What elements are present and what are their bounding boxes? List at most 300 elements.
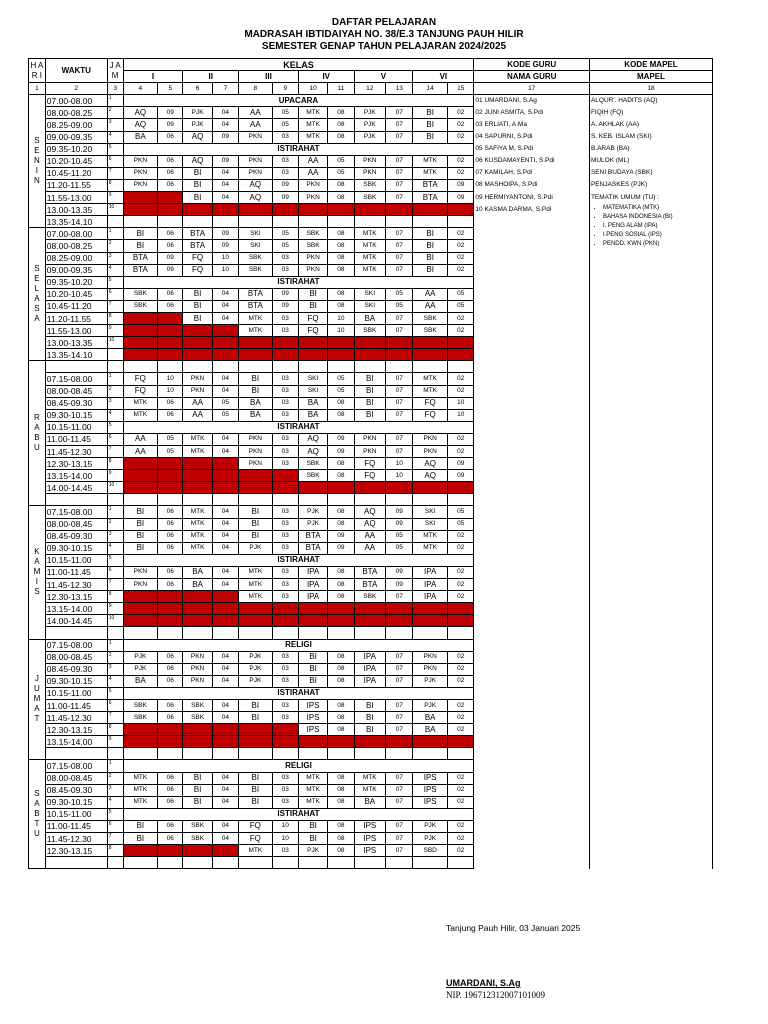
blocked-slot xyxy=(212,337,238,349)
kode-mapel-header: KODE MAPEL xyxy=(589,59,712,71)
class-cell: 05 xyxy=(272,119,298,131)
time-slot: 09.30-10.15 xyxy=(45,409,107,421)
class-cell xyxy=(183,494,212,506)
blocked-slot xyxy=(272,204,298,216)
time-slot xyxy=(45,748,107,760)
class-cell: 08 xyxy=(328,131,354,143)
class-cell: 08 xyxy=(328,651,354,663)
class-cell: PJK xyxy=(298,518,327,530)
class-cell: 07 xyxy=(386,264,413,276)
class-cell: AA xyxy=(239,119,273,131)
class-cell: 08 xyxy=(328,796,354,808)
teacher-entry xyxy=(474,579,590,591)
class-cell: PJK xyxy=(239,542,273,554)
class-cell: 02 xyxy=(448,845,474,857)
blocked-slot xyxy=(298,349,327,361)
time-slot: 11.55-13.00 xyxy=(45,192,107,204)
class-cell xyxy=(272,494,298,506)
class-cell: PKN xyxy=(123,167,158,179)
blocked-slot xyxy=(183,458,212,470)
class-cell: AQ xyxy=(239,192,273,204)
blocked-slot xyxy=(386,337,413,349)
blocked-slot xyxy=(123,845,158,857)
class-cell: MTK xyxy=(183,446,212,458)
class-cell xyxy=(239,361,273,373)
class-cell: MTK xyxy=(354,240,386,252)
teacher-entry xyxy=(474,240,590,252)
class-cell: AQ xyxy=(298,433,327,445)
subject-entry xyxy=(589,760,712,772)
subject-entry xyxy=(589,264,712,276)
blocked-slot xyxy=(212,458,238,470)
time-slot: 09.30-10.15 xyxy=(45,796,107,808)
class-cell: MTK xyxy=(354,784,386,796)
class-cell: BI xyxy=(413,240,448,252)
class-cell: PJK xyxy=(413,820,448,832)
class-cell: BI xyxy=(183,796,212,808)
class-cell: IPA xyxy=(354,651,386,663)
blocked-slot xyxy=(386,349,413,361)
class-cell: SBK xyxy=(123,699,158,711)
class-cell: PJK xyxy=(239,651,273,663)
class-cell: 04 xyxy=(212,167,238,179)
class-cell: 02 xyxy=(448,433,474,445)
teacher-entry xyxy=(474,325,590,337)
class-cell: FQ xyxy=(183,264,212,276)
time-slot: 11.20-11.55 xyxy=(45,312,107,324)
class-cell: SBK xyxy=(413,312,448,324)
class-cell: SBK xyxy=(183,699,212,711)
class-cell xyxy=(413,627,448,639)
lesson-number: 1 xyxy=(107,760,123,772)
class-cell: PKN xyxy=(123,566,158,578)
class-cell: 06 xyxy=(158,566,183,578)
schedule-row xyxy=(29,119,713,131)
class-cell: PKN xyxy=(298,192,327,204)
day-name: K A M I S xyxy=(29,506,46,639)
subject-entry xyxy=(589,663,712,675)
class-cell: 02 xyxy=(448,446,474,458)
teacher-entry xyxy=(474,554,590,566)
class-cell: 09 xyxy=(386,506,413,518)
class-cell: 08 xyxy=(328,119,354,131)
class-cell: BTA xyxy=(239,288,273,300)
subject-entry xyxy=(589,808,712,820)
teacher-entry xyxy=(474,663,590,675)
lesson-number: 2 xyxy=(107,651,123,663)
class-cell: BI xyxy=(123,506,158,518)
class-cell: IPS xyxy=(354,820,386,832)
teacher-entry xyxy=(474,470,590,482)
lesson-number: 4 xyxy=(107,264,123,276)
class-cell: BI xyxy=(298,820,327,832)
class-cell: BI xyxy=(183,312,212,324)
subject-entry xyxy=(589,687,712,699)
waktu-header: WAKTU xyxy=(45,59,107,83)
teacher-entry: 07 KAMILAH, S.Pdi xyxy=(474,167,590,179)
blocked-slot xyxy=(158,482,183,494)
class-cell: 09 xyxy=(158,119,183,131)
class-cell: SBK xyxy=(123,288,158,300)
class-cell: SKI xyxy=(413,518,448,530)
blocked-slot xyxy=(448,603,474,615)
subject-entry xyxy=(589,857,712,869)
class-cell: BA xyxy=(413,712,448,724)
class-cell: PKN xyxy=(413,433,448,445)
blocked-slot xyxy=(354,349,386,361)
class-cell: 04 xyxy=(212,566,238,578)
blocked-slot xyxy=(158,458,183,470)
tematik-item: • MATEMATIKA (MTK) xyxy=(603,204,711,213)
schedule-row xyxy=(29,192,713,204)
class-cell xyxy=(158,627,183,639)
header-row-2 xyxy=(29,71,713,83)
class-cell: 08 xyxy=(328,784,354,796)
time-slot xyxy=(45,361,107,373)
break-label: ISTIRAHAT xyxy=(123,276,474,288)
schedule-row xyxy=(29,603,713,615)
teacher-entry xyxy=(474,446,590,458)
blocked-slot xyxy=(212,845,238,857)
blocked-slot xyxy=(123,192,158,204)
class-cell: 03 xyxy=(272,530,298,542)
class-cell: BTA xyxy=(183,228,212,240)
teacher-entry xyxy=(474,216,590,228)
class-cell: BI xyxy=(239,530,273,542)
subject-entry xyxy=(589,796,712,808)
class-cell: PKN xyxy=(183,385,212,397)
class-cell: BI xyxy=(298,288,327,300)
class-cell: 05 xyxy=(158,446,183,458)
schedule-row xyxy=(29,687,713,699)
tematik-item: • I.PENG SOSIAL (IPS) xyxy=(603,231,711,240)
blocked-slot xyxy=(239,349,273,361)
time-slot: 09.00-09.35 xyxy=(45,131,107,143)
class-cell: 07 xyxy=(386,107,413,119)
class-cell: BI xyxy=(239,506,273,518)
class-cell xyxy=(413,857,448,869)
teacher-entry: 05 SAFIYA M, S.Pdi xyxy=(474,143,590,155)
class-cell: MTK xyxy=(354,252,386,264)
class-cell xyxy=(328,361,354,373)
class-cell xyxy=(298,857,327,869)
class-cell: 02 xyxy=(448,542,474,554)
class-cell: 04 xyxy=(212,699,238,711)
class-cell xyxy=(328,627,354,639)
class-cell: 10 xyxy=(386,470,413,482)
class-cell: 06 xyxy=(158,409,183,421)
blocked-slot xyxy=(123,349,158,361)
lesson-number: 4 xyxy=(107,409,123,421)
class-cell: BI xyxy=(239,385,273,397)
class-cell: FQ xyxy=(354,470,386,482)
schedule-row xyxy=(29,373,713,385)
break-label: RELIGI xyxy=(123,639,474,651)
class-cell: MTK xyxy=(354,772,386,784)
teacher-entry xyxy=(474,276,590,288)
class-cell: 08 xyxy=(328,833,354,845)
class-cell: 08 xyxy=(328,300,354,312)
class-cell: 02 xyxy=(448,325,474,337)
lesson-number: 9 xyxy=(107,470,123,482)
class-cell: MTK xyxy=(413,167,448,179)
class-cell: BI xyxy=(413,252,448,264)
tematik-item: • PENDD. KWN (PKN) xyxy=(603,240,711,249)
teacher-entry: 02 JUNI ASMITA, S.Pdi xyxy=(474,107,590,119)
blocked-slot xyxy=(212,736,238,748)
blocked-slot xyxy=(413,337,448,349)
blocked-slot xyxy=(158,615,183,627)
class-cell: BA xyxy=(239,397,273,409)
class-cell: 08 xyxy=(328,518,354,530)
subject-entry xyxy=(589,361,712,373)
blocked-slot xyxy=(239,470,273,482)
class-cell: BA xyxy=(239,409,273,421)
class-cell: MTK xyxy=(413,385,448,397)
class-cell: 05 xyxy=(272,228,298,240)
class-cell: IPA xyxy=(298,591,327,603)
class-cell: 03 xyxy=(272,252,298,264)
class-cell xyxy=(239,494,273,506)
class-cell: 04 xyxy=(212,833,238,845)
blocked-slot xyxy=(448,204,474,216)
lesson-number xyxy=(107,857,123,869)
class-cell: MTK xyxy=(123,784,158,796)
class-cell: 08 xyxy=(328,591,354,603)
class-cell: 05 xyxy=(272,107,298,119)
blocked-slot xyxy=(183,337,212,349)
class-cell: 03 xyxy=(272,167,298,179)
class-cell: AQ xyxy=(413,458,448,470)
teacher-entry xyxy=(474,784,590,796)
class-cell: 03 xyxy=(272,373,298,385)
class-cell: 03 xyxy=(272,699,298,711)
time-slot: 08.45-09.30 xyxy=(45,397,107,409)
column-number: 18 xyxy=(589,83,712,95)
class-cell: BI xyxy=(183,784,212,796)
class-cell: IPS xyxy=(413,796,448,808)
lesson-number: 1 xyxy=(107,373,123,385)
class-cell: 03 xyxy=(272,784,298,796)
class-cell xyxy=(448,494,474,506)
time-slot: 08.45-09.30 xyxy=(45,530,107,542)
teacher-entry xyxy=(474,361,590,373)
doc-title: DAFTAR PELAJARAN xyxy=(331,17,437,28)
teacher-entry xyxy=(474,349,590,361)
class-cell xyxy=(354,857,386,869)
class-cell: AA xyxy=(354,542,386,554)
schedule-row xyxy=(29,204,713,216)
class-cell: 10 xyxy=(328,325,354,337)
class-cell: MTK xyxy=(183,530,212,542)
class-cell: 04 xyxy=(212,542,238,554)
class-cell: 09 xyxy=(328,446,354,458)
time-slot: 13.15-14.00 xyxy=(45,470,107,482)
subject-entry xyxy=(589,446,712,458)
time-slot: 11.00-11.45 xyxy=(45,820,107,832)
lesson-number: 5 xyxy=(107,687,123,699)
time-slot: 07.15-08.00 xyxy=(45,373,107,385)
day-name: S E L A S A xyxy=(29,228,46,361)
class-cell: PJK xyxy=(354,131,386,143)
class-cell: 09 xyxy=(158,107,183,119)
time-slot: 14.00-14.45 xyxy=(45,615,107,627)
class-cell: 07 xyxy=(386,845,413,857)
blocked-slot xyxy=(183,736,212,748)
time-slot xyxy=(45,857,107,869)
class-cell: FQ xyxy=(239,833,273,845)
time-slot: 07.15-08.00 xyxy=(45,506,107,518)
class-cell: 08 xyxy=(328,192,354,204)
lesson-number: 5 xyxy=(107,421,123,433)
teacher-entry xyxy=(474,820,590,832)
subject-entry xyxy=(589,421,712,433)
class-cell: 09 xyxy=(448,192,474,204)
break-label: ISTIRAHAT xyxy=(123,554,474,566)
class-cell: BI xyxy=(298,833,327,845)
class-cell: BI xyxy=(413,119,448,131)
class-cell: 07 xyxy=(386,192,413,204)
hari-header: H A R I xyxy=(29,59,46,83)
class-cell: 07 xyxy=(386,397,413,409)
class-cell: 07 xyxy=(386,784,413,796)
class-cell: SBK xyxy=(239,252,273,264)
teacher-entry xyxy=(474,482,590,494)
class-cell: AQ xyxy=(354,506,386,518)
class-cell: BTA xyxy=(123,252,158,264)
class-cell: MTK xyxy=(123,772,158,784)
class-cell: MTK xyxy=(413,155,448,167)
class-cell xyxy=(212,494,238,506)
time-slot: 10.15-11.00 xyxy=(45,554,107,566)
schedule-row xyxy=(29,566,713,578)
subject-entry: B.ARAB (BA) xyxy=(589,143,712,155)
class-cell: BI xyxy=(239,373,273,385)
blocked-slot xyxy=(298,736,327,748)
class-cell: SBK xyxy=(354,591,386,603)
blocked-slot xyxy=(183,591,212,603)
class-cell: 03 xyxy=(272,506,298,518)
time-slot: 11.45-12.30 xyxy=(45,833,107,845)
class-cell: SKI xyxy=(413,506,448,518)
time-slot: 07.00-08.00 xyxy=(45,95,107,107)
class-cell xyxy=(448,627,474,639)
schedule-row xyxy=(29,337,713,349)
class-cell: 03 xyxy=(272,385,298,397)
class-cell: BI xyxy=(298,651,327,663)
class-cell: 10 xyxy=(386,458,413,470)
class-cell: 06 xyxy=(158,542,183,554)
blocked-slot xyxy=(272,470,298,482)
schedule-row xyxy=(29,409,713,421)
class-cell: PKN xyxy=(183,675,212,687)
lesson-number: 1 xyxy=(107,228,123,240)
class-cell: 04 xyxy=(212,446,238,458)
tematik-item: • BAHASA INDONESIA (BI) xyxy=(603,213,711,222)
lesson-number: 7 xyxy=(107,167,123,179)
lesson-number: 10 xyxy=(107,482,123,494)
class-cell xyxy=(448,216,474,228)
class-cell xyxy=(448,361,474,373)
time-slot: 07.15-08.00 xyxy=(45,760,107,772)
class-cell: MTK xyxy=(239,566,273,578)
class-cell: AQ xyxy=(123,107,158,119)
subject-entry xyxy=(589,845,712,857)
class-cell: PKN xyxy=(123,179,158,191)
lesson-number xyxy=(107,494,123,506)
place-date: Tanjung Pauh Hilir, 03 Januari 2025 xyxy=(446,923,581,933)
class-cell: BTA xyxy=(413,179,448,191)
class-cell: MTK xyxy=(183,518,212,530)
class-cell: IPS xyxy=(298,724,327,736)
class-cell: 03 xyxy=(272,518,298,530)
document-header xyxy=(0,17,768,53)
tematik-item: • I. PENG ALAM (IPA) xyxy=(603,222,711,231)
class-cell: PJK xyxy=(413,699,448,711)
lesson-number: 9 xyxy=(107,603,123,615)
class-cell: BA xyxy=(183,579,212,591)
time-slot: 11.00-11.45 xyxy=(45,566,107,578)
class-cell: BTA xyxy=(298,542,327,554)
class-cell: BTA xyxy=(298,530,327,542)
schedule-row xyxy=(29,833,713,845)
class-cell: BI xyxy=(123,542,158,554)
teacher-entry xyxy=(474,675,590,687)
class-cell: BI xyxy=(123,240,158,252)
class-cell: 02 xyxy=(448,131,474,143)
subject-entry: A. AKHLAK (AA) xyxy=(589,119,712,131)
lesson-number: 6 xyxy=(107,566,123,578)
class-cell xyxy=(212,216,238,228)
class-cell: 02 xyxy=(448,119,474,131)
class-cell: 05 xyxy=(328,167,354,179)
schedule-row xyxy=(29,820,713,832)
class-cell: 09 xyxy=(386,566,413,578)
class-cell: SBK xyxy=(354,325,386,337)
class-cell: 08 xyxy=(328,506,354,518)
class-cell: 04 xyxy=(212,518,238,530)
class-cell: 07 xyxy=(386,155,413,167)
class-cell: 02 xyxy=(448,312,474,324)
class-cell: AA xyxy=(298,155,327,167)
class-cell: FQ xyxy=(298,312,327,324)
subject-entry: ALQUR'. HADITS (AQ) xyxy=(589,95,712,107)
class-cell: 03 xyxy=(272,675,298,687)
class-cell: BA xyxy=(298,397,327,409)
class-cell: 03 xyxy=(272,579,298,591)
schedule-row xyxy=(29,325,713,337)
teacher-entry: 09 HERMIYANTONI, S.Pdi xyxy=(474,192,590,204)
blocked-slot xyxy=(123,482,158,494)
lesson-number: 2 xyxy=(107,107,123,119)
class-cell: 07 xyxy=(386,796,413,808)
column-number: 12 xyxy=(354,83,386,95)
time-slot: 08.00-08.45 xyxy=(45,518,107,530)
class-cell: 09 xyxy=(272,288,298,300)
blocked-slot xyxy=(212,591,238,603)
class-cell: MTK xyxy=(239,325,273,337)
subject-entry xyxy=(589,675,712,687)
class-cell: 06 xyxy=(158,240,183,252)
class-cell: PJK xyxy=(298,506,327,518)
blocked-slot xyxy=(158,724,183,736)
class-cell: IPS xyxy=(354,833,386,845)
teacher-entry xyxy=(474,845,590,857)
blocked-slot xyxy=(239,736,273,748)
class-cell: 07 xyxy=(386,724,413,736)
class-cell: SBK xyxy=(298,240,327,252)
schedule-row xyxy=(29,470,713,482)
